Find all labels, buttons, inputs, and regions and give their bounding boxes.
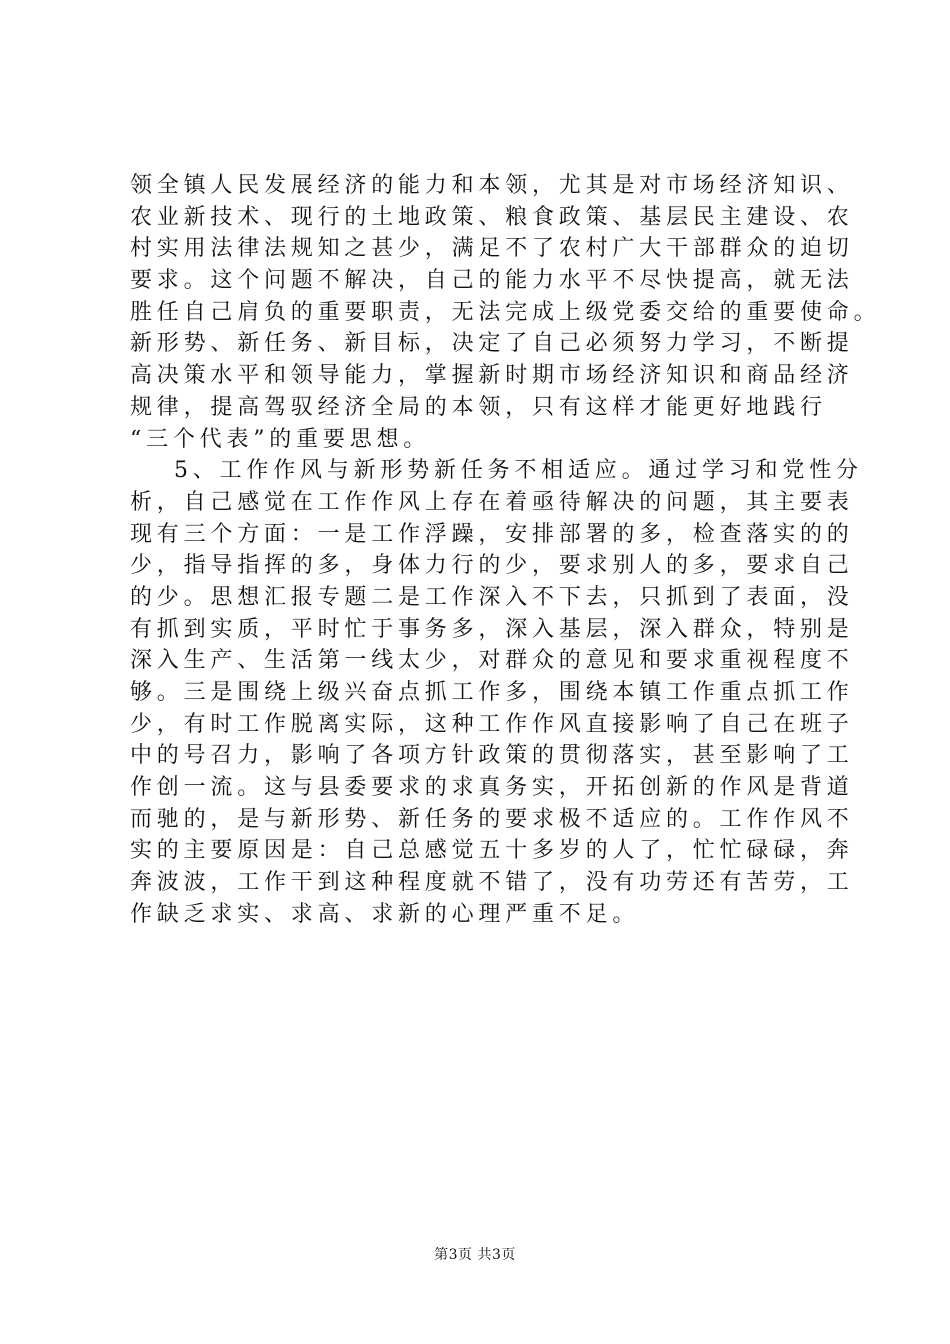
text-line: 中的号召力，影响了各项方针政策的贯彻落实，甚至影响了工	[130, 743, 854, 769]
text-line: 作创一流。这与县委要求的求真务实，开拓创新的作风是背道	[130, 775, 854, 801]
text-line: 农业新技术、现行的土地政策、粮食政策、基层民主建设、农	[130, 204, 854, 230]
text-line: 实的主要原因是：自己总感觉五十多岁的人了，忙忙碌碌，奔	[130, 838, 854, 864]
text-line: 胜任自己肩负的重要职责，无法完成上级党委交给的重要使命。	[130, 299, 881, 325]
text-line: 少，指导指挥的多，身体力行的少，要求别人的多，要求自己	[130, 553, 854, 579]
text-line: 的少。思想汇报专题二是工作深入不下去，只抓到了表面，没	[130, 584, 854, 610]
paragraph-start-line: 5、工作作风与新形势新任务不相适应。通过学习和党性分	[174, 458, 863, 484]
text-line: 深入生产、生活第一线太少，对群众的意见和要求重视程度不	[130, 648, 854, 674]
text-line: 析，自己感觉在工作作风上存在着亟待解决的问题，其主要表	[130, 489, 854, 515]
text-line: 领全镇人民发展经济的能力和本领，尤其是对市场经济知识、	[130, 173, 854, 198]
text-line: “三个代表”的重要思想。	[130, 426, 431, 452]
text-line: 新形势、新任务、新目标，决定了自己必须努力学习，不断提	[130, 331, 854, 357]
text-line: 有抓到实质，平时忙于事务多，深入基层，深入群众，特别是	[130, 616, 854, 642]
text-line: 而驰的，是与新形势、新任务的要求极不适应的。工作作风不	[130, 806, 854, 832]
text-line: 少，有时工作脱离实际，这种工作作风直接影响了自己在班子	[130, 711, 854, 737]
text-line: 规律，提高驾驭经济全局的本领，只有这样才能更好地践行	[130, 394, 827, 420]
text-line: 够。三是围绕上级兴奋点抓工作多，围绕本镇工作重点抓工作	[130, 680, 854, 705]
text-line: 现有三个方面：一是工作浮躁，安排部署的多，检查落实的的	[130, 521, 854, 547]
text-line: 要求。这个问题不解决，自己的能力水平不尽快提高，就无法	[130, 268, 854, 294]
text-line: 作缺乏求实、求高、求新的心理严重不足。	[130, 901, 640, 927]
text-line: 村实用法律法规知之甚少，满足不了农村广大干部群众的迫切	[130, 236, 854, 262]
text-line: 奔波波，工作干到这种程度就不错了，没有功劳还有苦劳，工	[130, 870, 854, 896]
body-text	[130, 170, 881, 931]
text-line: 高决策水平和领导能力，掌握新时期市场经济知识和商品经济	[130, 363, 854, 389]
page-number-footer: 第3页 共3页	[434, 1247, 516, 1263]
